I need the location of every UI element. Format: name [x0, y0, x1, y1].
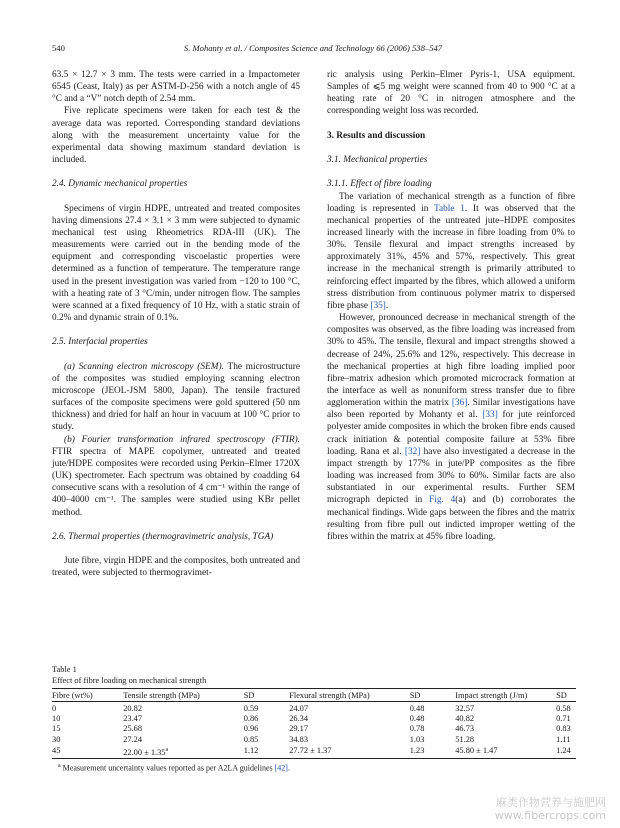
text: . [385, 300, 389, 311]
watermark [495, 796, 606, 822]
column-header: Tensile strength (MPa) [123, 691, 200, 700]
table-row [52, 702, 576, 715]
column-header: SD [556, 691, 567, 700]
table-row [52, 724, 576, 734]
table-cell: 15 [52, 724, 61, 734]
paragraph-lead: (b) Fourier transformation infrared spectroscopy (FTIR). [64, 434, 300, 445]
table-cell: 32.57 [455, 704, 475, 713]
table-cell: 25.68 [123, 724, 143, 734]
table-cell: 0.85 [243, 734, 259, 744]
citation-link[interactable]: [42] [274, 763, 288, 773]
table-row [52, 735, 576, 745]
cell-value: 22.00 ± 1.35 [123, 747, 166, 757]
table-cell: 30 [52, 734, 61, 744]
paragraph: Jute fibre, virgin HDPE and the composites, both untreated and treated, were subjected to thermogravimet- [52, 556, 300, 579]
text: for jute reinforced polyester amide composites in which the broken fibre ends caused crack initiation & potential composite failure at 53% fibre loading. Rana et al. [327, 410, 575, 457]
table-label: Table 1 [52, 665, 77, 674]
table-cell: 1.24 [556, 746, 571, 756]
table-cell: 0.96 [243, 724, 259, 734]
right-column [327, 69, 575, 543]
paragraph [52, 434, 300, 519]
text: The variation of mechanical strength as a function of fibre loading is represented in [327, 191, 575, 214]
table-cell: 0.83 [556, 724, 571, 734]
text: . It was observed that the mechanical properties of the untreated jute–HDPE composites increased linearly with the increase in fibre loading from 0% to 30%. Tensile flexural and impact strengths increased by approximately 31%, 45% and 57%, respectively. This great increase in the mechanical strength is primarily attributed to reinforcing effect imparted by the fibres, which allowed a uniform stress distribution from continuous polymer matrix to dispersed fibre phase [327, 203, 575, 311]
table-cell: 0.86 [243, 714, 259, 724]
table-header-row [52, 689, 576, 702]
table-caption: Effect of fibre loading on mechanical strength [52, 675, 207, 685]
figure-link[interactable]: Fig. 4 [429, 495, 456, 506]
table-cell: 26.34 [289, 714, 309, 724]
paragraph-body: FTIR spectra of MAPE copolymer, untreated and treated jute/HDPE composites were recorded using Perkin–Elmer 1720X (UK) spectrometer. Each spectrum was obtained by coadding 64 consecutive scans with a resolution of 4 cm⁻¹ within the range of 400–4000 cm⁻¹. The samples were studied using KBr pellet method. [52, 446, 300, 518]
table-cell: 0.78 [409, 724, 425, 734]
footnote-mark: a [58, 762, 61, 769]
table-row [52, 714, 576, 724]
paragraph [52, 361, 300, 434]
section-heading: 3. Results and discussion [327, 130, 426, 141]
citation-link[interactable]: [35] [370, 300, 386, 311]
paragraph-body: The microstructure of the composites was studied employing scanning electron microscope (JEOL-JSM 5800, Japan). The tensile fractured surfaces of the composite specimens were gold sputtered (50 nm thickness) and dried for half an hour in vacuum at 100 °C prior to study. [52, 361, 300, 433]
table-cell [123, 745, 242, 759]
paragraph: ric analysis using Perkin–Elmer Pyris-1, USA equipment. Samples of ⩽5 mg weight were scanned from 40 to 900 °C at a heating rate of 20 °C in nitrogen atmosphere and the corresponding weight loss was recorded. [327, 70, 575, 117]
table-cell: 45.80 ± 1.47 [455, 746, 498, 756]
table-cell: 29.17 [289, 724, 309, 734]
column-header: SD [409, 691, 421, 700]
table-cell: 0.59 [243, 704, 259, 713]
column-header: Impact strength (J/m) [455, 691, 528, 700]
text: . Similar investigations have also been reported by Mohanty et al. [327, 398, 575, 421]
paragraph: Five replicate specimens were taken for each test & the average data was reported. Corresponding standard deviations along with the measurement uncertainty value for the experimental data showing maximum standard deviation is included. [52, 106, 300, 166]
text: (a) and (b) corroborates the mechanical findings. Wide gaps between the fibres and the matrix resulting from fibre pull out indicted improper wetting of the fibres within the matrix at 45% fibre loading. [327, 495, 575, 542]
table-cell: 46.73 [455, 724, 475, 734]
table-cell: 20.82 [123, 704, 143, 713]
paragraph: 63.5 × 12.7 × 3 mm. The tests were carried in a Impactometer 6545 (Ceast, Italy) as per ASTM-D-256 with a notch angle of 45 °C and a “V” notch depth of 2.54 mm. [52, 70, 300, 105]
table-cell: 40.82 [455, 714, 475, 724]
footnote-mark: a [165, 746, 169, 753]
subsection-heading: 3.1.1. Effect of fibre loading [327, 179, 432, 190]
table-cell: 51.28 [455, 734, 475, 744]
table-cell: 1.03 [409, 734, 425, 744]
table-cell: 27.24 [123, 734, 143, 744]
table-cell: 1.12 [243, 746, 259, 756]
table-cell: 0.48 [409, 714, 425, 724]
table-cell: 27.72 ± 1.37 [289, 746, 332, 756]
table-cell: 0.71 [556, 714, 571, 724]
text: Measurement uncertainty values reported as per A2LA guidelines [60, 763, 275, 773]
section-heading: 3.1. Mechanical properties [327, 155, 428, 166]
running-head: S. Mohanty et al. / Composites Science and Technology 66 (2006) 538–547 [183, 43, 443, 53]
table-cell: 45 [52, 746, 61, 756]
table-cell: 1.11 [556, 734, 571, 744]
paragraph [327, 312, 575, 543]
table-cell: 0 [52, 704, 57, 713]
citation-link[interactable]: [33] [482, 410, 498, 421]
table-cell: 24.07 [289, 704, 309, 713]
paragraph-lead: (a) Scanning electron microscopy (SEM). [64, 361, 224, 372]
page-number: 540 [52, 43, 65, 53]
paragraph: Specimens of virgin HDPE, untreated and treated composites having dimensions 27.4 × 3.1 × 3 mm were subjected to dynamic mechanical test using Rheometrics RDA-III (UK). The measurements were carried out in the bending mode of the equipment and corresponding viscoelastic properties were determined as a function of temperature. The temperature range used in the present investigation was varied from −120 to 100 °C, with a heating rate of 3 °C/min, under nitrogen flow. The samples were scanned at a fixed frequency of 10 Hz, with a static strain of 0.2% and dynamic strain of 0.1%. [52, 203, 300, 324]
section-heading: 2.6. Thermal properties (thermogravimetric analysis, TGA) [52, 531, 274, 542]
section-heading: 2.5. Interfacial properties [52, 337, 148, 348]
text: However, pronounced decrease in mechanical strength of the composites was observed, as the fibre loading was increased from 30% to 45%. The tensile, flexural and impact strengths showed a decrease of 24%, 25.6% and 12%, respectively. This decrease in the mechanical properties at high fibre loading implied poor fibre–matrix adhesion which promoted microcrack formation at the interface as well as nonuniform stress transfer due to fibre agglomeration within the matrix [327, 313, 575, 409]
table-cell: 34.83 [289, 734, 309, 744]
table-cell: 0.58 [556, 704, 571, 713]
column-header: SD [243, 691, 255, 700]
table-footnote [52, 763, 576, 773]
table-row [52, 745, 576, 759]
table-1 [52, 665, 576, 772]
table-link[interactable]: Table 1 [434, 203, 465, 214]
text: have also investigated a decrease in the impact strength by 177% in jute/PP composites as the fibre loading was increased from 30% to 60%. Similar facts are also substantiated in our experimental results. Further SEM micrograph depicted in [327, 446, 575, 506]
text: . [287, 763, 290, 773]
column-header: Flexural strength (MPa) [289, 691, 370, 700]
watermark-line: www.fibercrops.com [494, 809, 606, 822]
citation-link[interactable]: [36] [451, 398, 468, 409]
citation-link[interactable]: [32] [404, 446, 421, 457]
paragraph [327, 191, 575, 313]
table-cell: 0.48 [409, 704, 425, 713]
table-cell: 23.47 [123, 714, 143, 724]
table-cell: 1.23 [409, 746, 425, 756]
section-heading: 2.4. Dynamic mechanical properties [52, 179, 188, 190]
column-header: Fibre (wt%) [52, 691, 93, 700]
watermark-line: 麻类作物营养与施肥网 [496, 796, 606, 809]
table-cell: 10 [52, 714, 61, 724]
left-column [52, 69, 300, 579]
running-header [52, 43, 574, 55]
data-table [52, 688, 576, 759]
